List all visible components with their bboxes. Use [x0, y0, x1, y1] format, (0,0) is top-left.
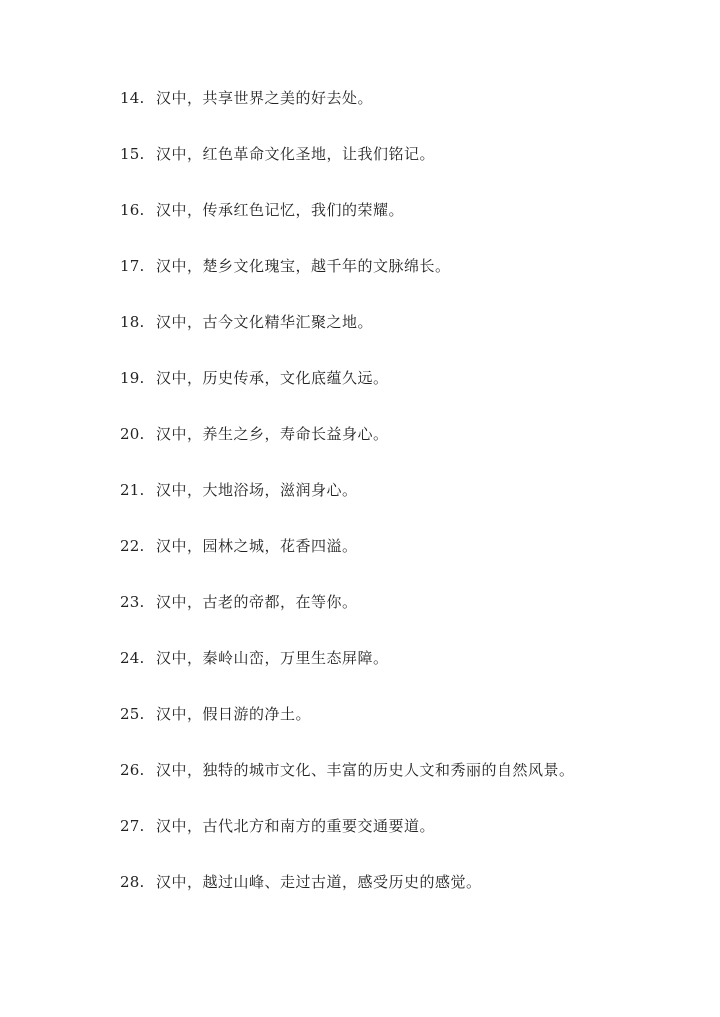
list-item	[120, 702, 700, 758]
item-number: 18.	[120, 313, 145, 331]
item-number: 14.	[120, 89, 145, 107]
item-text: 汉中，红色革命文化圣地，让我们铭记。	[156, 145, 436, 163]
item-text: 汉中，养生之乡，寿命长益身心。	[156, 425, 389, 443]
item-number: 20.	[120, 425, 145, 443]
list-item	[120, 590, 700, 646]
item-number: 19.	[120, 369, 145, 387]
item-text: 汉中，共享世界之美的好去处。	[156, 89, 374, 107]
item-number: 15.	[120, 145, 145, 163]
list-item	[120, 814, 700, 870]
list-item	[120, 870, 700, 926]
item-text: 汉中，秦岭山峦，万里生态屏障。	[156, 649, 389, 667]
item-text: 汉中，古今文化精华汇聚之地。	[156, 313, 374, 331]
list-item	[120, 366, 700, 422]
item-text: 汉中，园林之城，花香四溢。	[156, 537, 358, 555]
item-number: 23.	[120, 593, 145, 611]
item-number: 16.	[120, 201, 145, 219]
item-number: 21.	[120, 481, 145, 499]
list-item	[120, 310, 700, 366]
item-text: 汉中，大地浴场，滋润身心。	[156, 481, 358, 499]
item-number: 27.	[120, 817, 145, 835]
list-item	[120, 198, 700, 254]
item-text: 汉中，古代北方和南方的重要交通要道。	[156, 817, 436, 835]
item-number: 25.	[120, 705, 145, 723]
item-number: 17.	[120, 257, 145, 275]
item-text: 汉中，假日游的净土。	[156, 705, 312, 723]
item-number: 24.	[120, 649, 145, 667]
list-item	[120, 534, 700, 590]
list-item	[120, 254, 700, 310]
list-item	[120, 646, 700, 702]
item-text: 汉中，越过山峰、走过古道，感受历史的感觉。	[156, 873, 482, 891]
slogan-list	[120, 86, 700, 926]
item-number: 28.	[120, 873, 145, 891]
item-text: 汉中，历史传承，文化底蕴久远。	[156, 369, 389, 387]
list-item	[120, 142, 700, 198]
list-item	[120, 86, 700, 142]
item-text: 汉中，楚乡文化瑰宝，越千年的文脉绵长。	[156, 257, 451, 275]
item-number: 26.	[120, 761, 145, 779]
list-item	[120, 422, 700, 478]
list-item	[120, 758, 700, 814]
item-text: 汉中，古老的帝都，在等你。	[156, 593, 358, 611]
list-item	[120, 478, 700, 534]
item-text: 汉中，独特的城市文化、丰富的历史人文和秀丽的自然风景。	[156, 761, 575, 779]
item-text: 汉中，传承红色记忆，我们的荣耀。	[156, 201, 405, 219]
item-number: 22.	[120, 537, 145, 555]
